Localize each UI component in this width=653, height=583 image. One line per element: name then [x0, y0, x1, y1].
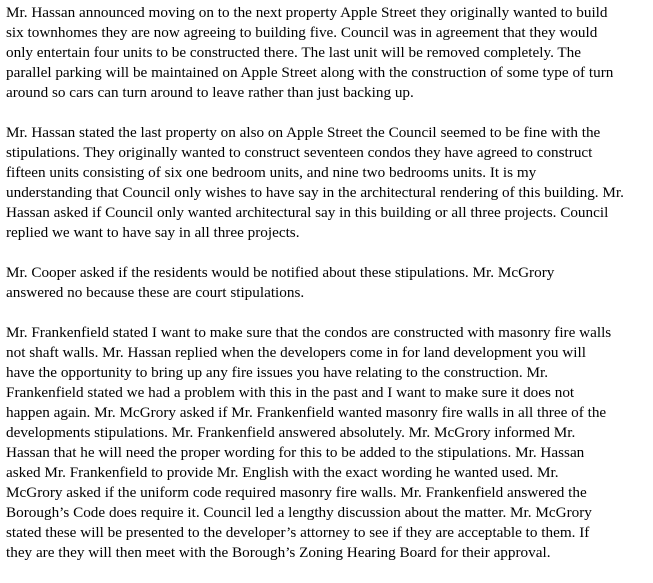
paragraph-masonry-fire-walls	[6, 323, 648, 563]
text-line: only entertain four units to be constructed there. The last unit will be removed completely. The	[6, 44, 581, 61]
text-line: Mr. Hassan announced moving on to the next property Apple Street they originally wanted to build	[6, 4, 608, 21]
text-line: stated these will be presented to the developer’s attorney to see if they are acceptable to them. If	[6, 524, 590, 541]
paragraph-apple-street-townhomes	[6, 3, 648, 103]
text-line: Mr. Hassan stated the last property on also on Apple Street the Council seemed to be fine with the	[6, 124, 601, 141]
text-line: not shaft walls. Mr. Hassan replied when the developers come in for land development you will	[6, 344, 586, 361]
text-line: Hassan that he will need the proper wording for this to be added to the stipulations. Mr. Hassan	[6, 444, 585, 461]
text-line: parallel parking will be maintained on Apple Street along with the construction of some type of turn	[6, 64, 614, 81]
text-line: understanding that Council only wishes to have say in the architectural rendering of this building. Mr.	[6, 184, 624, 201]
text-line: around so cars can turn around to leave rather than just backing up.	[6, 84, 414, 101]
text-line: they are they will then meet with the Borough’s Zoning Hearing Board for their approval.	[6, 544, 551, 561]
paragraph-resident-notification	[6, 263, 648, 303]
text-line: developments stipulations. Mr. Frankenfield answered absolutely. Mr. McGrory informed Mr.	[6, 424, 576, 441]
text-line: Mr. Frankenfield stated I want to make sure that the condos are constructed with masonry fire walls	[6, 324, 612, 341]
text-line: fifteen units consisting of six one bedroom units, and nine two bedrooms units. It is my	[6, 164, 537, 181]
text-line: stipulations. They originally wanted to construct seventeen condos they have agreed to construct	[6, 144, 593, 161]
text-line: six townhomes they are now agreeing to building five. Council was in agreement that they would	[6, 24, 598, 41]
text-line: happen again. Mr. McGrory asked if Mr. Frankenfield wanted masonry fire walls in all three of the	[6, 404, 607, 421]
text-line: have the opportunity to bring up any fire issues you have relating to the construction. Mr.	[6, 364, 548, 381]
text-line: Frankenfield stated we had a problem with this in the past and I want to make sure it does not	[6, 384, 575, 401]
text-line: Borough’s Code does require it. Council led a lengthy discussion about the matter. Mr. McGrory	[6, 504, 592, 521]
text-line: replied we want to have say in all three projects.	[6, 224, 300, 241]
text-line: McGrory asked if the uniform code required masonry fire walls. Mr. Frankenfield answered the	[6, 484, 587, 501]
text-line: asked Mr. Frankenfield to provide Mr. English with the exact wording he wanted used. Mr.	[6, 464, 559, 481]
text-line: answered no because these are court stipulations.	[6, 284, 305, 301]
text-line: Hassan asked if Council only wanted architectural say in this building or all three projects. Council	[6, 204, 609, 221]
text-line: Mr. Cooper asked if the residents would be notified about these stipulations. Mr. McGrory	[6, 264, 555, 281]
paragraph-apple-street-condos	[6, 123, 648, 243]
document-page	[6, 3, 648, 583]
